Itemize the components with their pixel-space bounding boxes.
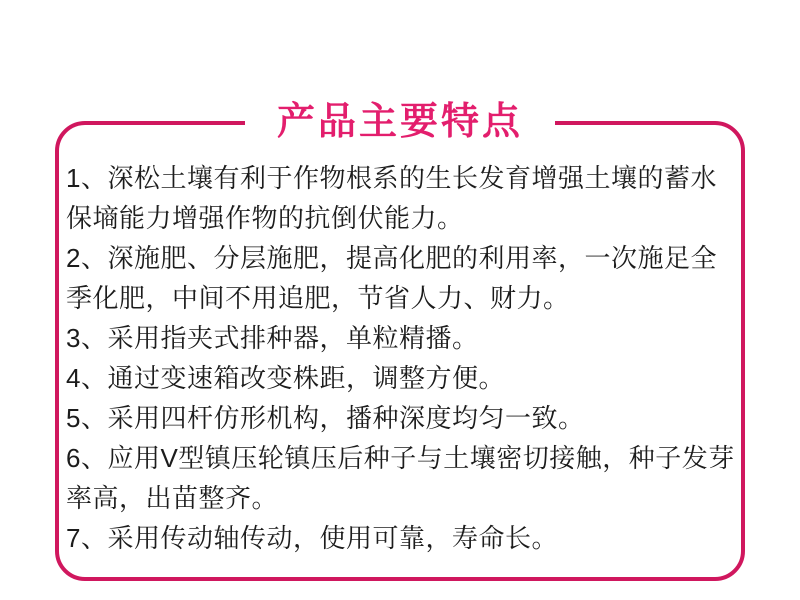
feature-item-5: 5、采用四杆仿形机构，播种深度均匀一致。 — [66, 403, 585, 433]
feature-item-4: 4、通过变速箱改变株距，调整方便。 — [66, 363, 505, 393]
title-row — [0, 99, 800, 145]
page-title: 产品主要特点 — [245, 99, 555, 145]
feature-list — [66, 158, 740, 558]
feature-item-6: 6、应用V型镇压轮镇压后种子与土壤密切接触，种子发芽率高，出苗整齐。 — [66, 443, 735, 513]
feature-item-7: 7、采用传动轴传动，使用可靠，寿命长。 — [66, 523, 558, 553]
feature-item-1: 1、深松土壤有利于作物根系的生长发育增强土壤的蓄水保墒能力增强作物的抗倒伏能力。 — [66, 163, 717, 233]
feature-item-2: 2、深施肥、分层施肥，提高化肥的利用率，一次施足全季化肥，中间不用追肥，节省人力、财力。 — [66, 243, 717, 313]
feature-item-3: 3、采用指夹式排种器，单粒精播。 — [66, 323, 479, 353]
